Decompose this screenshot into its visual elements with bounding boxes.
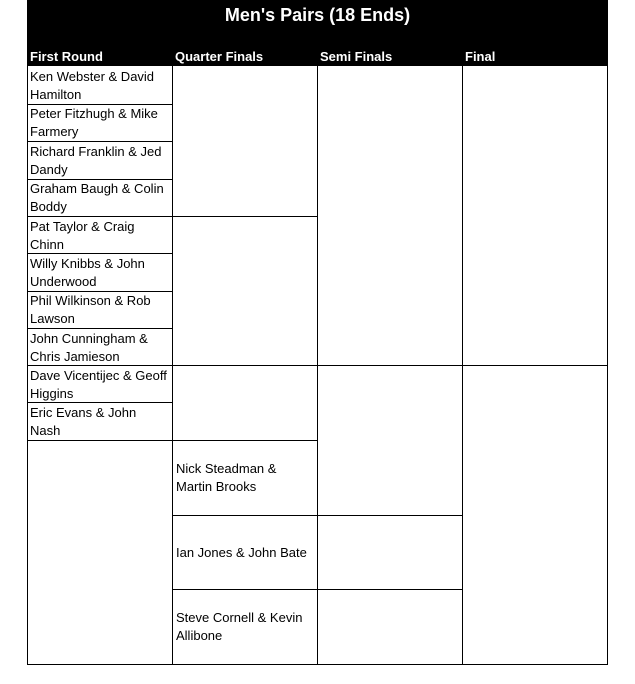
grid-line [27, 365, 608, 366]
first-round-entry-6: Willy Knibbs & John Underwood [30, 256, 145, 289]
first-round-entry-1: Ken Webster & David Hamilton [30, 69, 155, 102]
first-round-entry-3: Richard Franklin & Jed Dandy [30, 144, 162, 177]
grid-line [27, 179, 172, 180]
grid-line [27, 141, 173, 142]
grid-line [172, 440, 317, 441]
grid-line [27, 253, 172, 254]
column-header-quarter-finals: Quarter Finals [175, 49, 264, 64]
first-round-entry-10: Eric Evans & John Nash [30, 405, 137, 438]
first-round-entry-5: Pat Taylor & Craig Chinn [30, 219, 135, 252]
grid-line [27, 328, 172, 329]
quarter-final-entry-2 [173, 515, 317, 590]
grid-line [172, 589, 463, 590]
grid-line [172, 515, 463, 516]
grid-line [27, 291, 173, 292]
first-round-entry-9: Dave Vicentijec & Geoff Higgins [30, 368, 167, 401]
quarter-final-entry-1-text: Nick Steadman & Martin Brooks [176, 460, 277, 494]
grid-line [27, 402, 172, 403]
grid-line [27, 664, 608, 665]
column-header-semi-finals: Semi Finals [320, 49, 393, 64]
grid-line [27, 216, 318, 217]
first-round-entry-8: John Cunningham & Chris Jamieson [30, 331, 148, 364]
quarter-final-entry-3 [173, 590, 317, 664]
first-round-entry-2: Peter Fitzhugh & Mike Farmery [30, 106, 158, 139]
quarter-final-entry-3-text: Steve Cornell & Kevin Allibone [176, 610, 303, 643]
sheet-title: Men's Pairs (18 Ends) [224, 5, 411, 25]
draw-sheet [27, 0, 608, 665]
grid-line [27, 104, 172, 105]
quarter-final-entry-2-text: Ian Jones & John Bate [176, 544, 307, 560]
header-bar [27, 0, 608, 66]
first-round-entry-7: Phil Wilkinson & Rob Lawson [30, 293, 151, 326]
column-header-final: Final [465, 49, 496, 64]
first-round-entry-4: Graham Baugh & Colin Boddy [30, 181, 164, 214]
grid-line [27, 440, 173, 441]
column-header-first-round: First Round [30, 49, 103, 64]
quarter-final-entry-1 [173, 440, 317, 515]
